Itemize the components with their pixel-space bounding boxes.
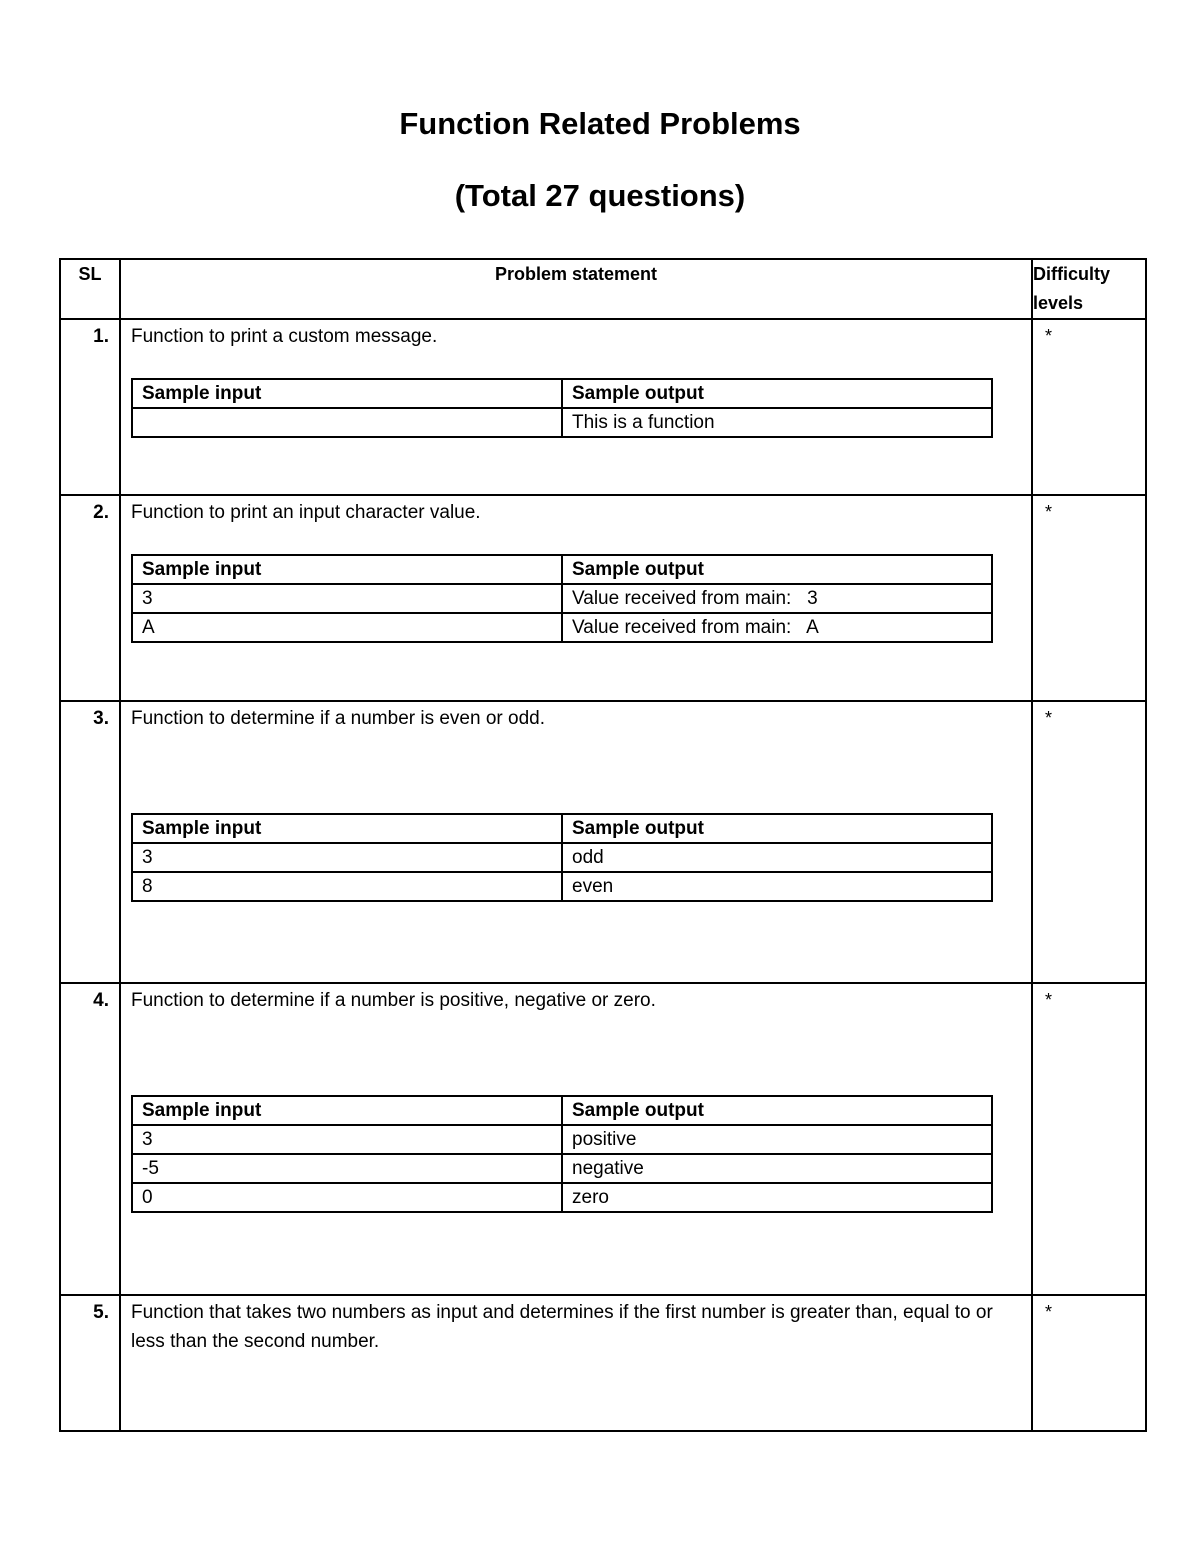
sample-output: negative <box>562 1154 992 1183</box>
table-row <box>60 495 1146 701</box>
sample-input-header: Sample input <box>132 379 562 408</box>
difficulty-header: Difficulty levels <box>1032 259 1146 319</box>
sample-table <box>131 378 993 438</box>
sample-input-header: Sample input <box>132 814 562 843</box>
sample-input: -5 <box>132 1154 562 1183</box>
sl-header: SL <box>60 259 120 319</box>
sample-output: This is a function <box>562 408 992 437</box>
sample-output-header: Sample output <box>562 1096 992 1125</box>
problem-cell <box>120 983 1032 1295</box>
sample-output: zero <box>562 1183 992 1212</box>
table-row <box>60 983 1146 1295</box>
difficulty-level: * <box>1032 495 1146 701</box>
problem-cell <box>120 701 1032 983</box>
row-number: 1. <box>60 319 120 495</box>
row-number: 2. <box>60 495 120 701</box>
problem-statement: Function to print a custom message. <box>131 326 438 347</box>
sample-output-header: Sample output <box>562 379 992 408</box>
problem-cell <box>120 1295 1032 1431</box>
row-number: 4. <box>60 983 120 1295</box>
sample-input <box>132 408 562 437</box>
sample-output: Value received from main: A <box>562 613 992 642</box>
problem-statement-header: Problem statement <box>120 259 1032 319</box>
sample-output-header: Sample output <box>562 814 992 843</box>
problem-statement: Function to determine if a number is even or odd. <box>131 708 546 729</box>
sample-input-header: Sample input <box>132 555 562 584</box>
table-row <box>60 1295 1146 1431</box>
sample-input: 0 <box>132 1183 562 1212</box>
difficulty-level: * <box>1032 983 1146 1295</box>
sample-output-header: Sample output <box>562 555 992 584</box>
row-number: 5. <box>60 1295 120 1431</box>
sample-input: 3 <box>132 1125 562 1154</box>
sample-table <box>131 554 993 643</box>
sample-table <box>131 1095 993 1213</box>
difficulty-level: * <box>1032 1295 1146 1431</box>
row-number: 3. <box>60 701 120 983</box>
sample-table <box>131 813 993 902</box>
sample-output: Value received from main: 3 <box>562 584 992 613</box>
sample-input: 3 <box>132 843 562 872</box>
problem-cell <box>120 495 1032 701</box>
sample-output: odd <box>562 843 992 872</box>
problem-statement: Function to determine if a number is positive, negative or zero. <box>131 990 656 1011</box>
problems-table <box>59 258 1147 1432</box>
document-subtitle: (Total 27 questions) <box>454 178 746 213</box>
difficulty-level: * <box>1032 701 1146 983</box>
table-row <box>60 319 1146 495</box>
sample-input: 8 <box>132 872 562 901</box>
problem-statement: Function to print an input character value. <box>131 502 481 523</box>
problem-statement: Function that takes two numbers as input and determines if the first number is greater than, equal to or less than the second number. <box>131 1302 993 1352</box>
table-row <box>60 701 1146 983</box>
sample-input: A <box>132 613 562 642</box>
difficulty-level: * <box>1032 319 1146 495</box>
table-header-row <box>60 259 1146 319</box>
sample-input: 3 <box>132 584 562 613</box>
sample-input-header: Sample input <box>132 1096 562 1125</box>
document-title: Function Related Problems <box>399 106 801 141</box>
problem-cell <box>120 319 1032 495</box>
sample-output: even <box>562 872 992 901</box>
sample-output: positive <box>562 1125 992 1154</box>
